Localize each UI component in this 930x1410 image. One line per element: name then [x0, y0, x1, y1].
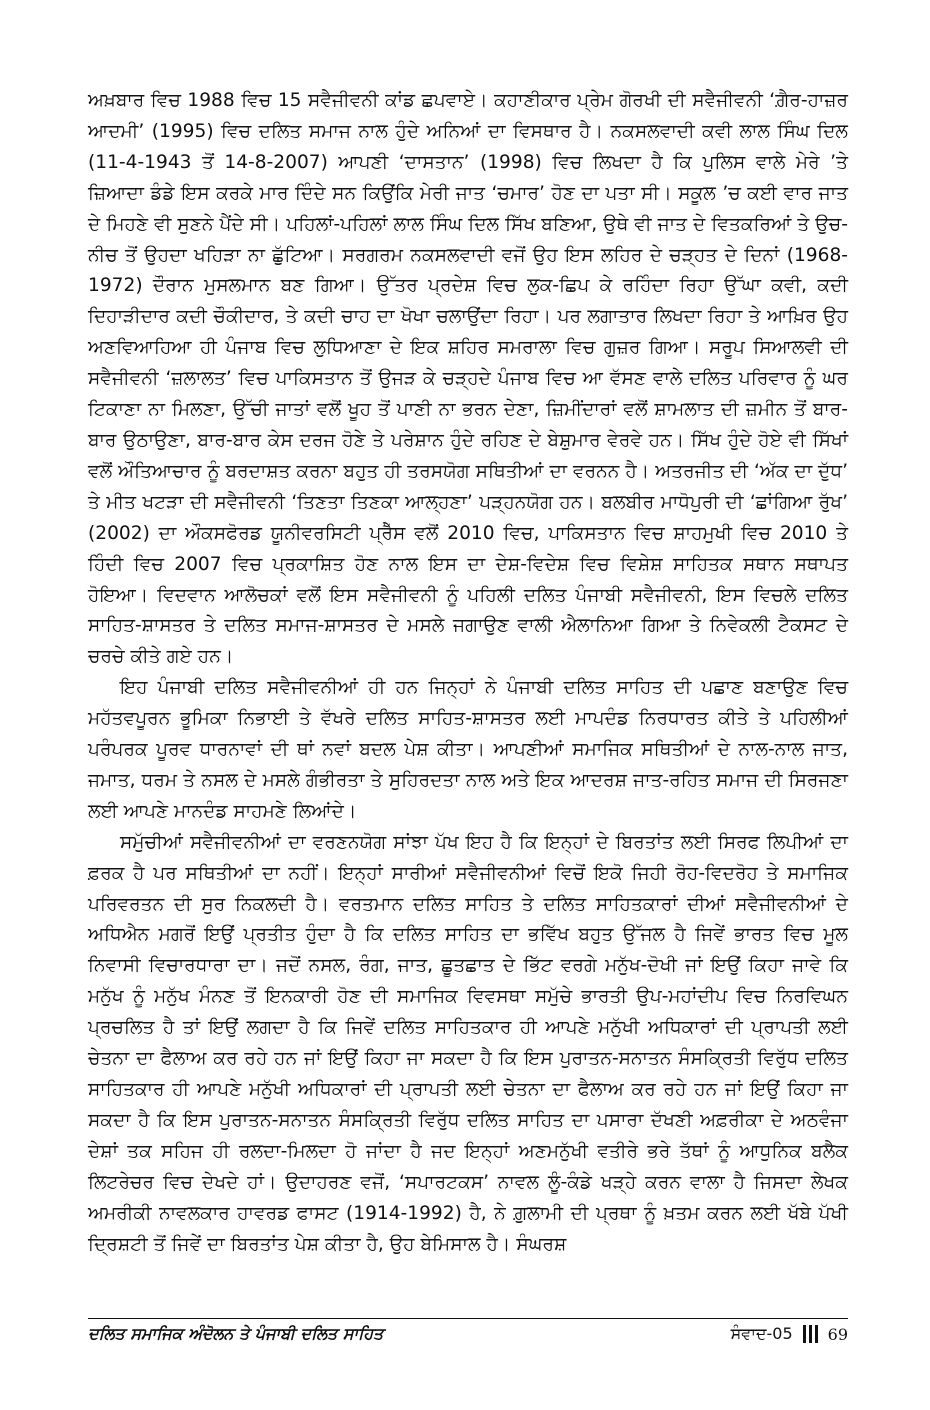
- page-number: 69: [827, 1324, 848, 1344]
- footer-right: [731, 1324, 848, 1344]
- body-text: [88, 86, 848, 1260]
- footer-book-title: ਦਲਿਤ ਸਮਾਜਿਕ ਅੰਦੋਲਨ ਤੇ ਪੰਜਾਬੀ ਦਲਿਤ ਸਾਹਿਤ: [88, 1324, 384, 1343]
- footer-series: ਸੰਵਾਦ-05: [730, 1324, 793, 1343]
- paragraph: ਸਮੁੱਚੀਆਂ ਸਵੈਜੀਵਨੀਆਂ ਦਾ ਵਰਣਨਯੋਗ ਸਾਂਝਾ ਪੱਖ ਇਹ ਹੈ ਕਿ ਇਨ੍ਹਾਂ ਦੇ ਬਿਰਤਾਂਤ ਲਈ ਸਿਰਫ ਲਿਪੀਆਂ ਦਾ ਫ਼ਰਕ ਹੈ ਪਰ ਸਥਿਤੀਆਂ ਦਾ ਨਹੀਂ। ਇਨ੍ਹਾਂ ਸਾਰੀਆਂ ਸਵੈਜੀਵਨੀਆਂ ਵਿਚੋਂ ਇਕੋ ਜਿਹੀ ਰੋਹ-ਵਿਦਰੋਹ ਤੇ ਸਮਾਜਿਕ ਪਰਿਵਰਤਨ ਦੀ ਸੁਰ ਨਿਕਲਦੀ ਹੈ। ਵਰਤਮਾਨ ਦਲਿਤ ਸਾਹਿਤ ਤੇ ਦਲਿਤ ਸਾਹਿਤਕਾਰਾਂ ਦੀਆਂ ਸਵੈਜੀਵਨੀਆਂ ਦੇ ਅਧਿਐਨ ਮਗਰੋਂ ਇਉਂ ਪ੍ਰਤੀਤ ਹੁੰਦਾ ਹੈ ਕਿ ਦਲਿਤ ਸਾਹਿਤ ਦਾ ਭਵਿੱਖ ਬਹੁਤ ਉੱਜਲ ਹੈ ਜਿਵੇਂ ਭਾਰਤ ਵਿਚ ਮੂਲ ਨਿਵਾਸੀ ਵਿਚਾਰਧਾਰਾ ਦਾ। ਜਦੋਂ ਨਸਲ, ਰੰਗ, ਜਾਤ, ਛੂਤਛਾਤ ਦੇ ਭਿੱਟ ਵਰਗੇ ਮਨੁੱਖ-ਦੋਖੀ ਜਾਂ ਇਉਂ ਕਿਹਾ ਜਾਵੇ ਕਿ ਮਨੁੱਖ ਨੂੰ ਮਨੁੱਖ ਮੰਨਣ ਤੋਂ ਇਨਕਾਰੀ ਹੋਣ ਦੀ ਸਮਾਜਿਕ ਵਿਵਸਥਾ ਸਮੁੱਚੇ ਭਾਰਤੀ ਉਪ-ਮਹਾਂਦੀਪ ਵਿਚ ਨਿਰਵਿਘਨ ਪ੍ਰਚਲਿਤ ਹੈ ਤਾਂ ਇਉਂ ਲਗਦਾ ਹੈ ਕਿ ਜਿਵੇਂ ਦਲਿਤ ਸਾਹਿਤਕਾਰ ਹੀ ਆਪਣੇ ਮਨੁੱਖੀ ਅਧਿਕਾਰਾਂ ਦੀ ਪ੍ਰਾਪਤੀ ਲਈ ਚੇਤਨਾ ਦਾ ਫੈਲਾਅ ਕਰ ਰਹੇ ਹਨ ਜਾਂ ਇਉਂ ਕਿਹਾ ਜਾ ਸਕਦਾ ਹੈ ਕਿ ਇਸ ਪੁਰਾਤਨ-ਸਨਾਤਨ ਸੰਸਕ੍ਰਿਤੀ ਵਿਰੁੱਧ ਦਲਿਤ ਸਾਹਿਤਕਾਰ ਹੀ ਆਪਣੇ ਮਨੁੱਖੀ ਅਧਿਕਾਰਾਂ ਦੀ ਪ੍ਰਾਪਤੀ ਲਈ ਚੇਤਨਾ ਦਾ ਫੈਲਾਅ ਕਰ ਰਹੇ ਹਨ ਜਾਂ ਇਉਂ ਕਿਹਾ ਜਾ ਸਕਦਾ ਹੈ ਕਿ ਇਸ ਪੁਰਾਤਨ-ਸਨਾਤਨ ਸੰਸਕ੍ਰਿਤੀ ਵਿਰੁੱਧ ਦਲਿਤ ਸਾਹਿਤ ਦਾ ਪਸਾਰਾ ਦੱਖਣੀ ਅਫ਼ਰੀਕਾ ਦੇ ਅਠਵੰਜਾ ਦੇਸ਼ਾਂ ਤਕ ਸਹਿਜ ਹੀ ਰਲਦਾ-ਮਿਲਦਾ ਹੋ ਜਾਂਦਾ ਹੈ ਜਦ ਇਨ੍ਹਾਂ ਅਣਮਨੁੱਖੀ ਵਤੀਰੇ ਭਰੇ ਤੱਥਾਂ ਨੂੰ ਆਧੁਨਿਕ ਬਲੈਕ ਲਿਟਰੇਚਰ ਵਿਚ ਦੇਖਦੇ ਹਾਂ। ਉਦਾਹਰਣ ਵਜੋਂ, ‘ਸਪਾਰਟਕਸ’ ਨਾਵਲ ਲੂੰ-ਕੰਡੇ ਖੜ੍ਹੇ ਕਰਨ ਵਾਲਾ ਹੈ ਜਿਸਦਾ ਲੇਖਕ ਅਮਰੀਕੀ ਨਾਵਲਕਾਰ ਹਾਵਰਡ ਫਾਸਟ (1914-1992) ਹੈ, ਨੇ ਗ਼ੁਲਾਮੀ ਦੀ ਪ੍ਰਥਾ ਨੂੰ ਖ਼ਤਮ ਕਰਨ ਲਈ ਖੱਬੇ ਪੱਖੀ ਦ੍ਰਿਸ਼ਟੀ ਤੋਂ ਜਿਵੇਂ ਦਾ ਬਿਰਤਾਂਤ ਪੇਸ਼ ਕੀਤਾ ਹੈ, ਉਹ ਬੇਮਿਸਾਲ ਹੈ। ਸੰਘਰਸ਼: [88, 831, 848, 1255]
- bars-ornament-icon: [803, 1325, 818, 1343]
- paragraph: ਇਹ ਪੰਜਾਬੀ ਦਲਿਤ ਸਵੈਜੀਵਨੀਆਂ ਹੀ ਹਨ ਜਿਨ੍ਹਾਂ ਨੇ ਪੰਜਾਬੀ ਦਲਿਤ ਸਾਹਿਤ ਦੀ ਪਛਾਣ ਬਣਾਉਣ ਵਿਚ ਮਹੱਤਵਪੂਰਨ ਭੂਮਿਕਾ ਨਿਭਾਈ ਤੇ ਵੱਖਰੇ ਦਲਿਤ ਸਾਹਿਤ-ਸ਼ਾਸਤਰ ਲਈ ਮਾਪਦੰਡ ਨਿਰਧਾਰਤ ਕੀਤੇ ਤੇ ਪਹਿਲੀਆਂ ਪਰੰਪਰਕ ਪੂਰਵ ਧਾਰਨਾਵਾਂ ਦੀ ਥਾਂ ਨਵਾਂ ਬਦਲ ਪੇਸ਼ ਕੀਤਾ। ਆਪਣੀਆਂ ਸਮਾਜਿਕ ਸਥਿਤੀਆਂ ਦੇ ਨਾਲ-ਨਾਲ ਜਾਤ, ਜਮਾਤ, ਧਰਮ ਤੇ ਨਸਲ ਦੇ ਮਸਲੇ ਗੰਭੀਰਤਾ ਤੇ ਸੁਹਿਰਦਤਾ ਨਾਲ ਅਤੇ ਇਕ ਆਦਰਸ਼ ਜਾਤ-ਰਹਿਤ ਸਮਾਜ ਦੀ ਸਿਰਜਣਾ ਲਈ ਆਪਣੇ ਮਾਨਦੰਡ ਸਾਹਮਣੇ ਲਿਆਂਦੇ।: [88, 677, 848, 822]
- paragraph: ਅਖ਼ਬਾਰ ਵਿਚ 1988 ਵਿਚ 15 ਸਵੈਜੀਵਨੀ ਕਾਂਡ ਛਪਵਾਏ। ਕਹਾਣੀਕਾਰ ਪ੍ਰੇਮ ਗੋਰਖੀ ਦੀ ਸਵੈਜੀਵਨੀ ‘ਗ਼ੈਰ-ਹਾਜ਼ਰ ਆਦਮੀ’ (1995) ਵਿਚ ਦਲਿਤ ਸਮਾਜ ਨਾਲ ਹੁੰਦੇ ਅਨਿਆਂ ਦਾ ਵਿਸਥਾਰ ਹੈ। ਨਕਸਲਵਾਦੀ ਕਵੀ ਲਾਲ ਸਿੰਘ ਦਿਲ (11-4-1943 ਤੋਂ 14-8-2007) ਆਪਣੀ ‘ਦਾਸਤਾਨ’ (1998) ਵਿਚ ਲਿਖਦਾ ਹੈ ਕਿ ਪੁਲਿਸ ਵਾਲੇ ਮੇਰੇ ’ਤੇ ਜ਼ਿਆਦਾ ਡੰਡੇ ਇਸ ਕਰਕੇ ਮਾਰ ਦਿੰਦੇ ਸਨ ਕਿਉਂਕਿ ਮੇਰੀ ਜਾਤ ‘ਚਮਾਰ’ ਹੋਣ ਦਾ ਪਤਾ ਸੀ। ਸਕੂਲ ’ਚ ਕਈ ਵਾਰ ਜਾਤ ਦੇ ਮਿਹਣੇ ਵੀ ਸੁਣਨੇ ਪੈਂਦੇ ਸੀ। ਪਹਿਲਾਂ-ਪਹਿਲਾਂ ਲਾਲ ਸਿੰਘ ਦਿਲ ਸਿੱਖ ਬਣਿਆ, ਉਥੇ ਵੀ ਜਾਤ ਦੇ ਵਿਤਕਰਿਆਂ ਤੇ ਉਚ-ਨੀਚ ਤੋਂ ਉਹਦਾ ਖਹਿੜਾ ਨਾ ਛੁੱਟਿਆ। ਸਰਗਰਮ ਨਕਸਲਵਾਦੀ ਵਜੋਂ ਉਹ ਇਸ ਲਹਿਰ ਦੇ ਚੜ੍ਹਤ ਦੇ ਦਿਨਾਂ (1968-1972) ਦੌਰਾਨ ਮੁਸਲਮਾਨ ਬਣ ਗਿਆ। ਉੱਤਰ ਪ੍ਰਦੇਸ਼ ਵਿਚ ਲੁਕ-ਛਿਪ ਕੇ ਰਹਿੰਦਾ ਰਿਹਾ ਉੱਘਾ ਕਵੀ, ਕਦੀ ਦਿਹਾੜੀਦਾਰ ਕਦੀ ਚੌਕੀਦਾਰ, ਤੇ ਕਦੀ ਚਾਹ ਦਾ ਖੋਖਾ ਚਲਾਉਂਦਾ ਰਿਹਾ। ਪਰ ਲਗਾਤਾਰ ਲਿਖਦਾ ਰਿਹਾ ਤੇ ਆਖ਼ਿਰ ਉਹ ਅਣਵਿਆਹਿਆ ਹੀ ਪੰਜਾਬ ਵਿਚ ਲੁਧਿਆਣਾ ਦੇ ਇਕ ਸ਼ਹਿਰ ਸਮਰਾਲਾ ਵਿਚ ਗੁਜ਼ਰ ਗਿਆ। ਸਰੂਪ ਸਿਆਲਵੀ ਦੀ ਸਵੈਜੀਵਨੀ ‘ਜ਼ਲਾਲਤ’ ਵਿਚ ਪਾਕਿਸਤਾਨ ਤੋਂ ਉਜੜ ਕੇ ਚੜ੍ਹਦੇ ਪੰਜਾਬ ਵਿਚ ਆ ਵੱਸਣ ਵਾਲੇ ਦਲਿਤ ਪਰਿਵਾਰ ਨੂੰ ਘਰ ਟਿਕਾਣਾ ਨਾ ਮਿਲਣਾ, ਉੱਚੀ ਜਾਤਾਂ ਵਲੋਂ ਖੂਹ ਤੋਂ ਪਾਣੀ ਨਾ ਭਰਨ ਦੇਣਾ, ਜ਼ਿਮੀਂਦਾਰਾਂ ਵਲੋਂ ਸ਼ਾਮਲਾਤ ਦੀ ਜ਼ਮੀਨ ਤੋਂ ਬਾਰ-ਬਾਰ ਉਠਾਉਣਾ, ਬਾਰ-ਬਾਰ ਕੇਸ ਦਰਜ ਹੋਣੇ ਤੇ ਪਰੇਸ਼ਾਨ ਹੁੰਦੇ ਰਹਿਣ ਦੇ ਬੇਸ਼ੁਮਾਰ ਵੇਰਵੇ ਹਨ। ਸਿੱਖ ਹੁੰਦੇ ਹੋਏ ਵੀ ਸਿੱਖਾਂ ਵਲੋਂ ਔਤਿਆਚਾਰ ਨੂੰ ਬਰਦਾਸ਼ਤ ਕਰਨਾ ਬਹੁਤ ਹੀ ਤਰਸਯੋਗ ਸਥਿਤੀਆਂ ਦਾ ਵਰਨਨ ਹੈ। ਅਤਰਜੀਤ ਦੀ ‘ਅੱਕ ਦਾ ਦੁੱਧ’ ਤੇ ਮੀਤ ਖਟੜਾ ਦੀ ਸਵੈਜੀਵਨੀ ‘ਤਿਣਤਾ ਤਿਣਕਾ ਆਲ੍ਹਣਾ’ ਪੜ੍ਹਨਯੋਗ ਹਨ। ਬਲਬੀਰ ਮਾਧੋਪੁਰੀ ਦੀ ‘ਛਾਂਗਿਆ ਰੁੱਖ’ (2002) ਦਾ ਔਕਸਫੋਰਡ ਯੂਨੀਵਰਸਿਟੀ ਪ੍ਰੈੱਸ ਵਲੋਂ 2010 ਵਿਚ, ਪਾਕਿਸਤਾਨ ਵਿਚ ਸ਼ਾਹਮੁਖੀ ਵਿਚ 2010 ਤੇ ਹਿੰਦੀ ਵਿਚ 2007 ਵਿਚ ਪ੍ਰਕਾਸ਼ਿਤ ਹੋਣ ਨਾਲ ਇਸ ਦਾ ਦੇਸ਼-ਵਿਦੇਸ਼ ਵਿਚ ਵਿਸ਼ੇਸ਼ ਸਾਹਿਤਕ ਸਥਾਨ ਸਥਾਪਤ ਹੋਇਆ। ਵਿਦਵਾਨ ਆਲੋਚਕਾਂ ਵਲੋਂ ਇਸ ਸਵੈਜੀਵਨੀ ਨੂੰ ਪਹਿਲੀ ਦਲਿਤ ਪੰਜਾਬੀ ਸਵੈਜੀਵਨੀ, ਇਸ ਵਿਚਲੇ ਦਲਿਤ ਸਾਹਿਤ-ਸ਼ਾਸਤਰ ਤੇ ਦਲਿਤ ਸਮਾਜ-ਸ਼ਾਸਤਰ ਦੇ ਮਸਲੇ ਜਗਾਉਣ ਵਾਲੀ ਐਲਾਨਿਆ ਗਿਆ ਤੇ ਨਿਵੇਕਲੀ ਟੈਕਸਟ ਦੇ ਚਰਚੇ ਕੀਤੇ ਗਏ ਹਨ।: [88, 90, 848, 668]
- footer-rule: [88, 1318, 848, 1319]
